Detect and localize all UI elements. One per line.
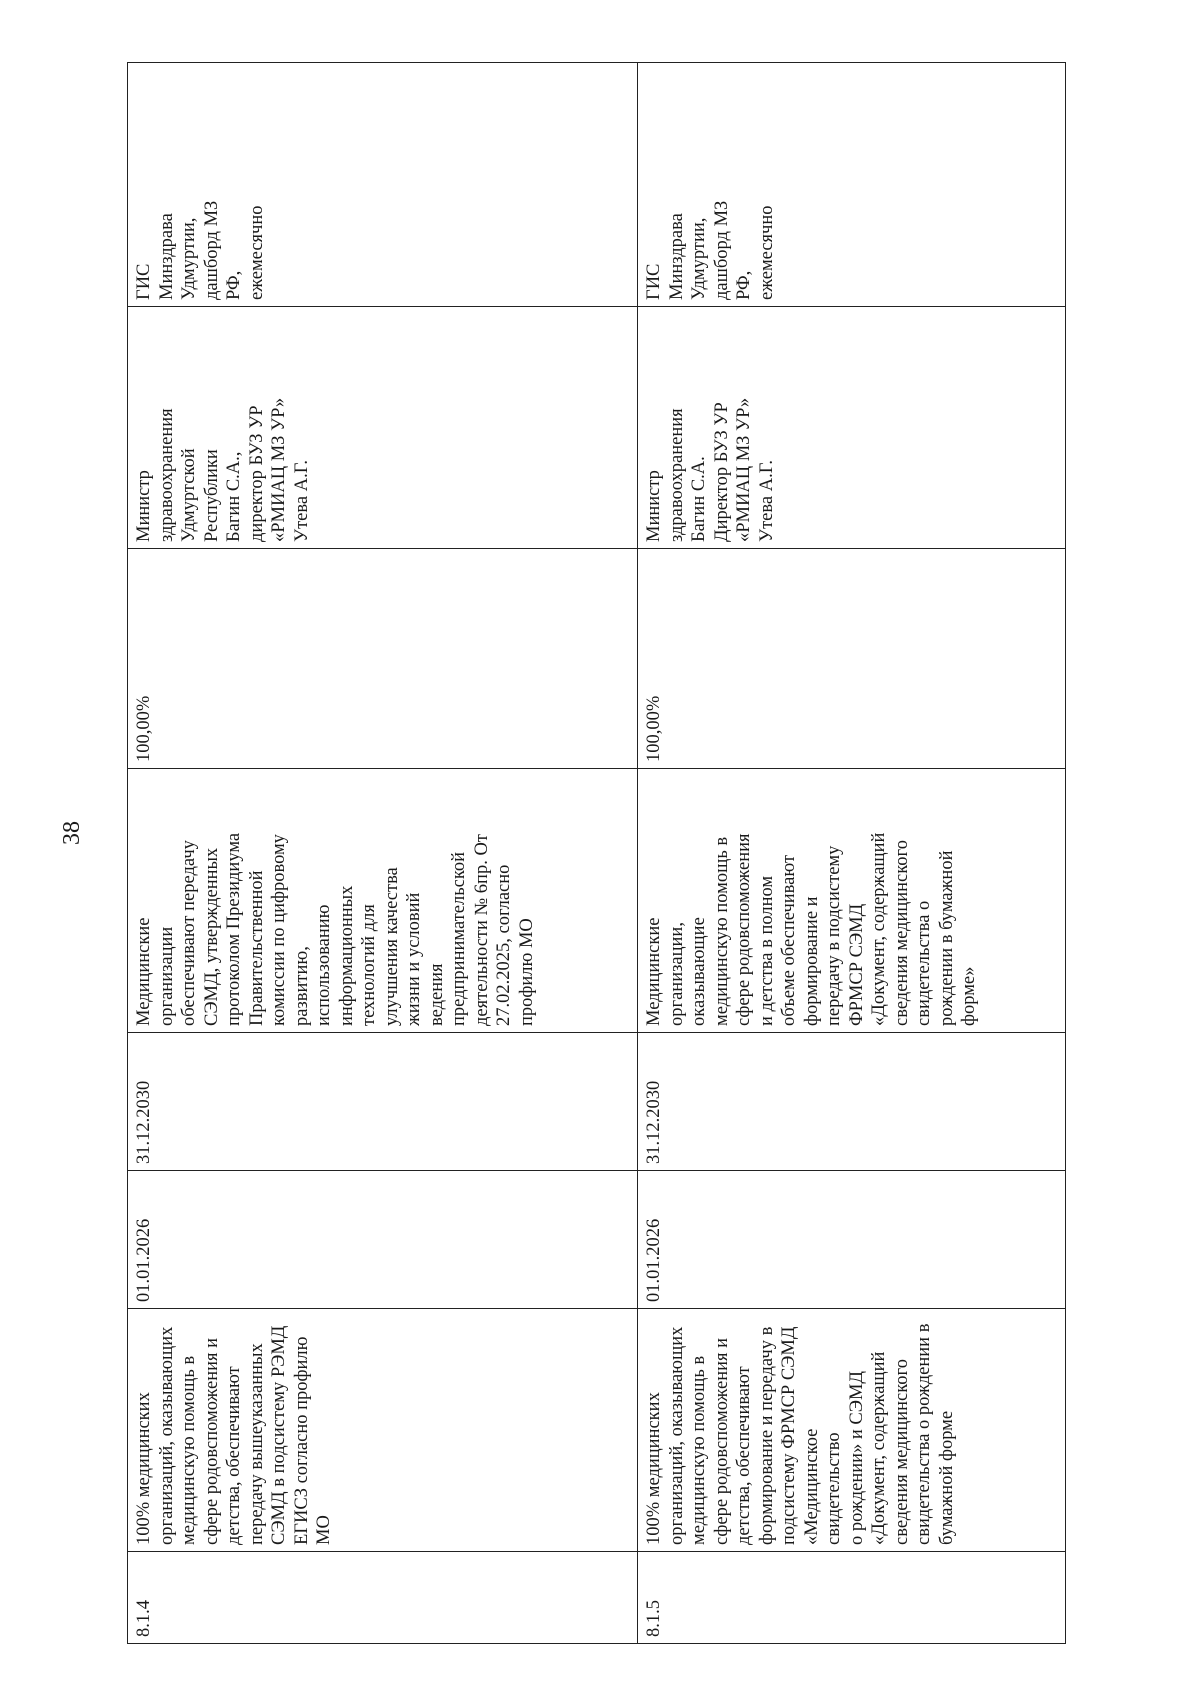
source-text: ГИС Минздрава Удмуртии, дашборд МЗ РФ, ежемесячно [134,200,267,300]
row-number: 8.1.5 [644,1600,665,1637]
end-date: 31.12.2030 [134,1080,154,1164]
start-date-cell [638,1171,1066,1309]
end-date: 31.12.2030 [644,1080,665,1164]
end-date-cell [638,1033,1066,1171]
result-cell [638,769,1066,1033]
start-date: 01.01.2026 [644,1218,665,1302]
source-cell [128,63,638,307]
value-cell [128,549,638,769]
indicator-cell [128,1309,638,1552]
responsible-text: Министр здравоохранения Удмуртской Республики Багин С.А., директор БУЗ УР «РМИАЦ МЗ УР» Утева А.Г. [134,397,312,542]
result-cell [128,769,638,1033]
responsible-cell [638,307,1066,549]
target-value: 100,00% [644,695,665,762]
row-number-cell [128,1552,638,1644]
row-number-cell [638,1552,1066,1644]
target-value: 100,00% [134,695,154,762]
result-text: Медицинские организации обеспечивают передачу СЭМД, утвержденных протоколом Президиума Правительственной комиссии по цифровому развитию, использованию информационных технологий для улучшения качества жизни и условий ведения предпринимательской деятельности № 6пр. От 27.02.2025, согласно профилю МО [134,832,537,1026]
responsible-text: Министр здравоохранения Багин С.А. Директор БУЗ УР «РМИАЦ МЗ УР» Утева А.Г. [644,397,777,542]
source-text: ГИС Минздрава Удмуртии, дашборд МЗ РФ, ежемесячно [644,200,777,300]
indicator-text: 100% медицинских организаций, оказывающих медицинскую помощь в сфере родовспоможения и детства, обеспечивают формирование и передачу в подсистему ФРМСР СЭМД «Медицинское свидетельство о рождении» и СЭМД «Документ, содержащий сведения медицинского свидетельства о рождении в бумажной форме [644,1323,957,1545]
responsible-cell [128,307,638,549]
rotated-table-container [127,63,1066,1644]
indicator-text: 100% медицинских организаций, оказывающих медицинскую помощь в сфере родовспоможения и детства, обеспечивают передачу вышеуказанных СЭМД в подсистему РЭМД ЕГИСЗ согласно профилю МО [134,1325,334,1545]
measures-table [127,62,1066,1644]
row-number: 8.1.4 [134,1600,154,1637]
table-row [128,63,638,1644]
end-date-cell [128,1033,638,1171]
page-number: 38 [59,821,85,845]
table-row [638,63,1066,1644]
value-cell [638,549,1066,769]
indicator-cell [638,1309,1066,1552]
start-date: 01.01.2026 [134,1218,154,1302]
source-cell [638,63,1066,307]
start-date-cell [128,1171,638,1309]
result-text: Медицинские организации, оказывающие медицинскую помощь в сфере родовспоможения и детства в полном объеме обеспечивают формирование и передачу в подсистему ФРМСР СЭМД «Документ, содержащий сведения медицинского свидетельства о рождении в бумажной форме» [644,832,980,1026]
